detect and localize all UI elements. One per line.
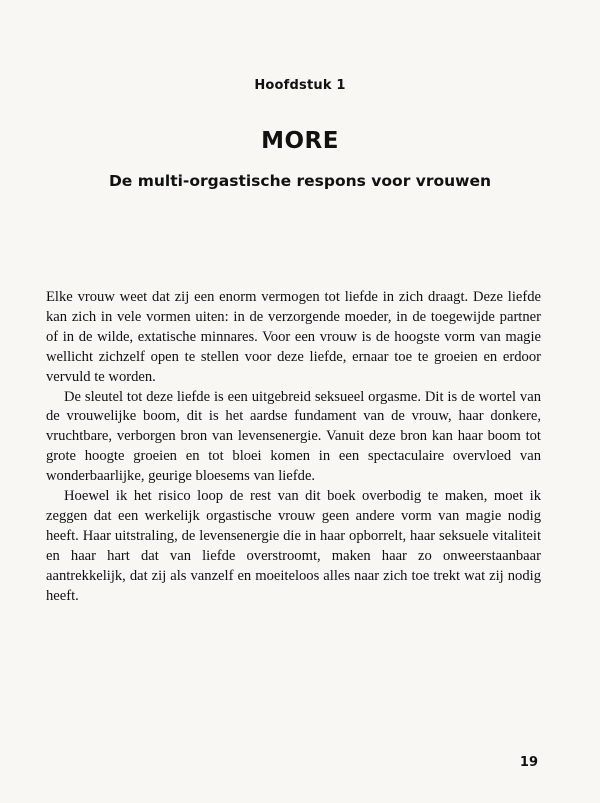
chapter-title: MORE	[261, 128, 339, 154]
paragraph-1: Elke vrouw weet dat zij een enorm vermogen tot liefde in zich draagt. Deze liefde kan zich in vele vormen uiten: in de verzorgende moeder, in de toegewijde partner of in de wilde, extatische minnares. Voor een vrouw is de hoogste vorm van magie wellicht zichzelf open te stellen voor deze liefde, ernaar toe te groeien en erdoor vervuld te worden.	[46, 289, 541, 385]
chapter-label: Hoofdstuk 1	[254, 78, 346, 93]
chapter-subtitle: De multi-orgastische respons voor vrouwen	[108, 172, 492, 190]
paragraph-3: Hoewel ik het risico loop de rest van dit boek overbodig te maken, moet ik zeggen dat een werkelijk orgastische vrouw geen andere vorm van magie nodig heeft. Haar uitstraling, de levensenergie die in haar opborrelt, haar seksuele vitaliteit en haar hart dat van liefde overstroomt, maken haar zo onweerstaanbaar aantrekkelijk, dat zij als vanzelf en moeiteloos alles naar zich toe trekt wat zij nodig heeft.	[46, 488, 541, 604]
body-text	[46, 288, 541, 607]
paragraph-2: De sleutel tot deze liefde is een uitgebreid seksueel orgasme. Dit is de wortel van de vrouwelijke boom, dit is het aardse fundament van de vrouw, haar donkere, vruchtbare, verborgen bron van levensenergie. Vanuit deze bron kan haar boom tot grote hoogte groeien en tot bloei komen in een spectaculaire overvloed van wonderbaarlijke, geurige bloesems van liefde.	[46, 388, 541, 485]
page-number: 19	[519, 755, 538, 770]
